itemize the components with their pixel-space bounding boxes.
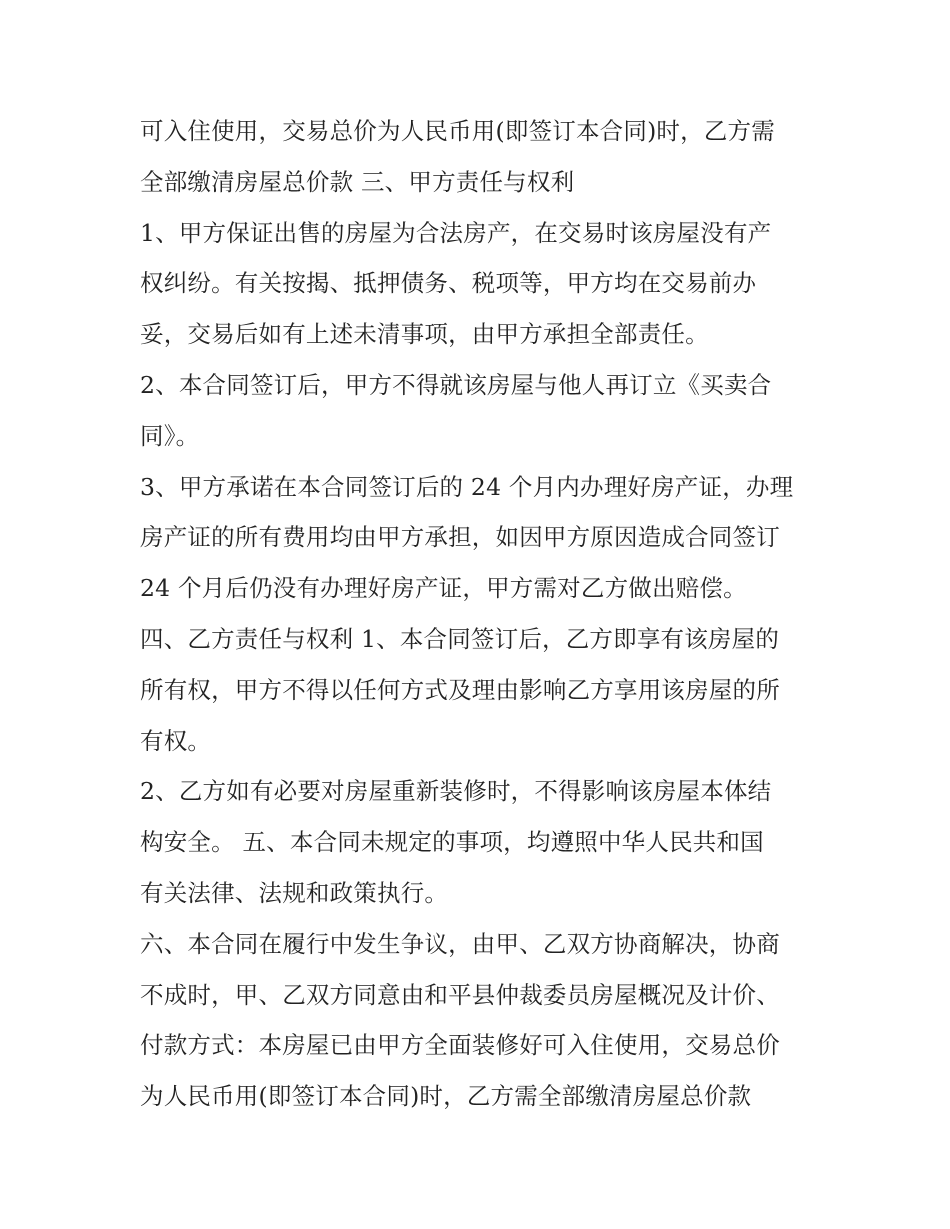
- text-line: 1、甲方保证出售的房屋为合法房产，在交易时该房屋没有产: [140, 218, 772, 247]
- text-line: 有关法律、法规和政策执行。: [140, 878, 449, 907]
- text-line: 六、本合同在履行中发生争议，由甲、乙双方协商解决，协商: [140, 929, 780, 958]
- text-line: 3、甲方承诺在本合同签订后的 24 个月内办理好房产证，办理: [140, 472, 794, 501]
- text-line: 房产证的所有费用均由甲方承担，如因甲方原因造成合同签订: [140, 523, 780, 552]
- text-line: 为人民币用(即签订本合同)时，乙方需全部缴清房屋总价款: [140, 1082, 752, 1111]
- contract-text-body: [140, 106, 830, 1122]
- text-line: 有权。: [140, 726, 212, 755]
- text-line: 同》。: [140, 421, 200, 450]
- text-line: 妥，交易后如有上述未清事项，由甲方承担全部责任。: [140, 320, 709, 349]
- text-line: 可入住使用，交易总价为人民币用(即签订本合同)时，乙方需: [140, 117, 775, 145]
- text-line: 所有权，甲方不得以任何方式及理由影响乙方享用该房屋的所: [140, 675, 780, 704]
- text-line: 24 个月后仍没有办理好房产证，甲方需对乙方做出赔偿。: [140, 574, 747, 603]
- text-line: 全部缴清房屋总价款 三、甲方责任与权利: [140, 167, 575, 196]
- text-line: 付款方式：本房屋已由甲方全面装修好可入住使用，交易总价: [140, 1031, 780, 1060]
- text-line: 权纠纷。有关按揭、抵押债务、税项等，甲方均在交易前办: [140, 269, 757, 298]
- text-line: 不成时，甲、乙双方同意由和平县仲裁委员房屋概况及计价、: [140, 980, 780, 1009]
- text-line: 构安全。 五、本合同未规定的事项，均遵照中华人民共和国: [140, 828, 764, 857]
- text-line: 2、本合同签订后，甲方不得就该房屋与他人再订立《买卖合: [140, 370, 772, 399]
- text-line: 2、乙方如有必要对房屋重新装修时，不得影响该房屋本体结: [140, 777, 772, 806]
- text-line: 四、乙方责任与权利 1、本合同签订后，乙方即享有该房屋的: [140, 624, 780, 653]
